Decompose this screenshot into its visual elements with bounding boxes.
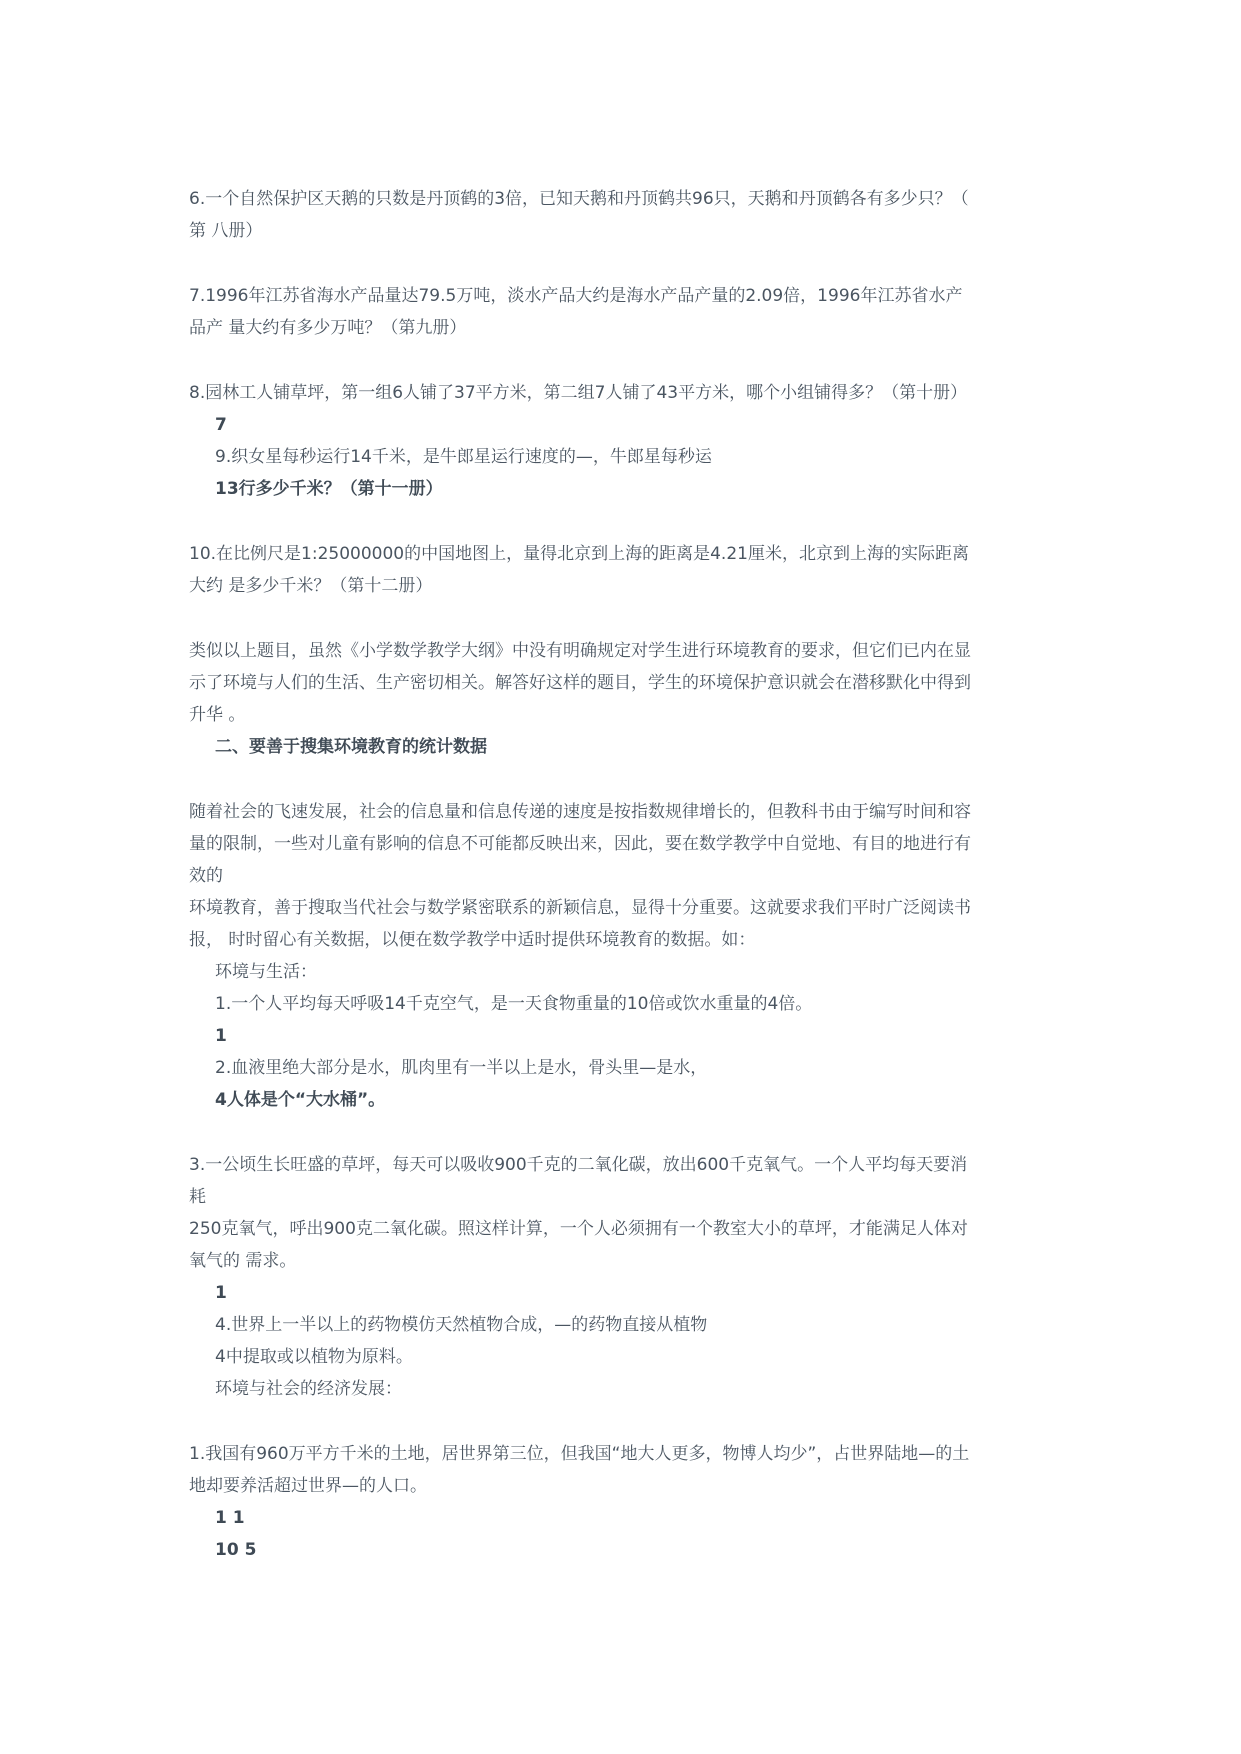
text-line: 耗 xyxy=(189,1187,206,1207)
text-line: 8.园林工人铺草坪，第一组6人铺了37平方米，第二组7人铺了43平方米，哪个小组铺得多？（第十册） xyxy=(189,383,968,403)
text-line: 效的 xyxy=(189,866,223,886)
text-line: 13行多少千米？（第十一册） xyxy=(215,479,443,499)
text-line: 环境与生活： xyxy=(215,962,317,982)
text-line: 1 xyxy=(215,1283,227,1303)
text-line: 9.织女星每秒运行14千米，是牛郎星运行速度的—，牛郎星每秒运 xyxy=(215,447,712,467)
text-line: 7 xyxy=(215,415,227,435)
text-line: 1.一个人平均每天呼吸14千克空气，是一天食物重量的10倍或饮水重量的4倍。 xyxy=(215,994,813,1014)
text-line: 4中提取或以植物为原料。 xyxy=(215,1347,413,1367)
text-line: 品产 量大约有多少万吨？（第九册） xyxy=(189,318,467,338)
text-line: 环境与社会的经济发展： xyxy=(215,1379,402,1399)
text-line: 1 xyxy=(215,1026,227,1046)
text-line: 10 5 xyxy=(215,1540,257,1560)
text-line: 250克氧气，呼出900克二氧化碳。照这样计算，一个人必须拥有一个教室大小的草坪，才能满足人体对 xyxy=(189,1219,968,1239)
text-line: 升华 。 xyxy=(189,705,246,725)
text-line: 10.在比例尺是1:25000000的中国地图上，量得北京到上海的距离是4.21厘米，北京到上海的实际距离 xyxy=(189,544,969,564)
text-line: 地却要养活超过世界—的人口。 xyxy=(189,1476,427,1496)
text-line: 氧气的 需求。 xyxy=(189,1251,297,1271)
text-line: 量的限制，一些对儿童有影响的信息不可能都反映出来，因此，要在数学教学中自觉地、有目的地进行有 xyxy=(189,834,971,854)
text-line: 随着社会的飞速发展，社会的信息量和信息传递的速度是按指数规律增长的，但教科书由于编写时间和容 xyxy=(189,802,971,822)
text-line: 示了环境与人们的生活、生产密切相关。解答好这样的题目，学生的环境保护意识就会在潜移默化中得到 xyxy=(189,673,971,693)
text-line: 类似以上题目，虽然《小学数学教学大纲》中没有明确规定对学生进行环境教育的要求，但它们已内在显 xyxy=(189,641,971,661)
text-line: 大约 是多少千米？（第十二册） xyxy=(189,576,433,596)
text-line: 报， 时时留心有关数据，以便在数学教学中适时提供环境教育的数据。如： xyxy=(189,930,756,950)
text-line: 环境教育，善于搜取当代社会与数学紧密联系的新颖信息，显得十分重要。这就要求我们平时广泛阅读书 xyxy=(189,898,971,918)
text-line: 3.一公顷生长旺盛的草坪，每天可以吸收900千克的二氧化碳，放出600千克氧气。一个人平均每天要消 xyxy=(189,1155,968,1175)
text-line: 4人体是个“大水桶”。 xyxy=(215,1090,386,1110)
text-line: 7.1996年江苏省海水产品量达79.5万吨，淡水产品大约是海水产品产量的2.09倍，1996年江苏省水产 xyxy=(189,286,963,306)
text-line: 6.一个自然保护区天鹅的只数是丹顶鹤的3倍，已知天鹅和丹顶鹤共96只，天鹅和丹顶鹤各有多少只？（ xyxy=(189,189,969,209)
section-heading: 二、要善于搜集环境教育的统计数据 xyxy=(215,737,487,757)
text-line: 1 1 xyxy=(215,1508,245,1528)
text-line: 4.世界上一半以上的药物模仿天然植物合成，—的药物直接从植物 xyxy=(215,1315,708,1335)
text-line: 第 八册） xyxy=(189,221,263,241)
text-line: 1.我国有960万平方千米的土地，居世界第三位，但我国“地大人更多，物博人均少”，占世界陆地—的土 xyxy=(189,1444,970,1464)
text-line: 2.血液里绝大部分是水，肌肉里有一半以上是水，骨头里—是水， xyxy=(215,1058,708,1078)
